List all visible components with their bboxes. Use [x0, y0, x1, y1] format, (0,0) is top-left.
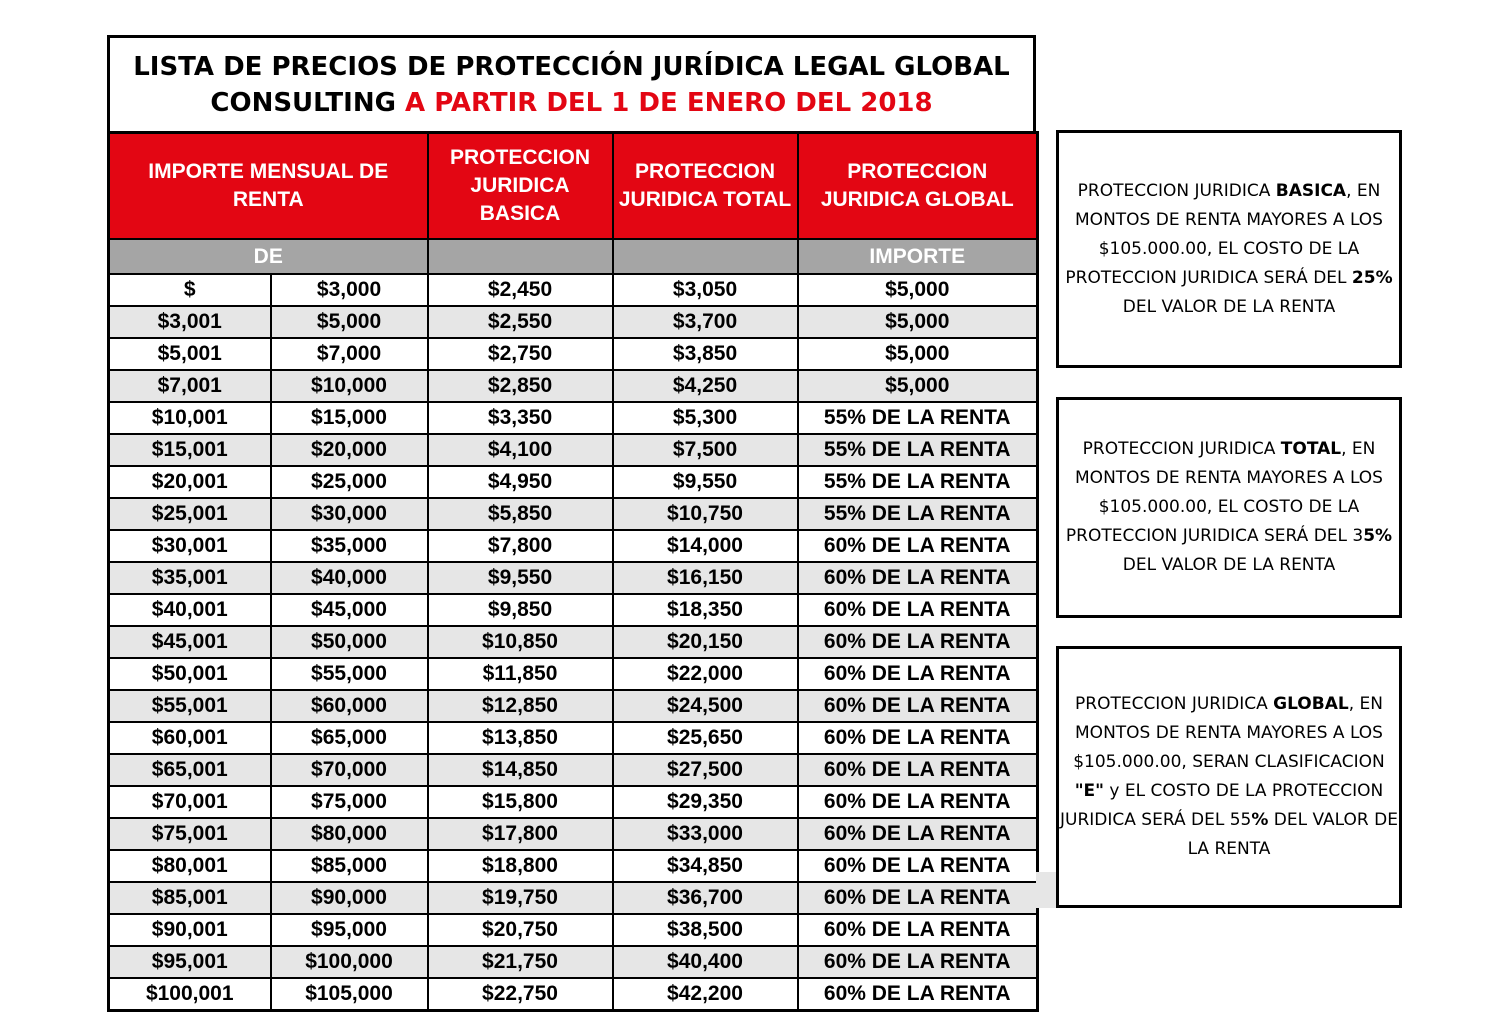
cell-total: $36,700 — [613, 882, 798, 914]
title-line-2-black: CONSULTING — [210, 87, 396, 118]
note-global-pre: PROTECCION JURIDICA — [1075, 694, 1274, 714]
table-row — [109, 978, 1038, 1011]
cell-from: $90,001 — [109, 914, 271, 946]
subheader-blank-total — [613, 239, 798, 274]
header-basica: PROTECCION JURIDICA BASICA — [428, 133, 613, 240]
cell-total: $34,850 — [613, 850, 798, 882]
cell-global: 60% DE LA RENTA — [798, 754, 1038, 786]
subheader-de: DE — [109, 239, 428, 274]
cell-total: $33,000 — [613, 818, 798, 850]
cell-global: 55% DE LA RENTA — [798, 402, 1038, 434]
cell-from: $40,001 — [109, 594, 271, 626]
cell-from: $3,001 — [109, 306, 271, 338]
table-row — [109, 434, 1038, 466]
cell-basica: $15,800 — [428, 786, 613, 818]
table-row — [109, 754, 1038, 786]
cell-basica: $18,800 — [428, 850, 613, 882]
cell-from: $20,001 — [109, 466, 271, 498]
title-line-1: LISTA DE PRECIOS DE PROTECCIÓN JURÍDICA LEGAL GLOBAL — [133, 51, 1010, 82]
table-row — [109, 850, 1038, 882]
cell-total: $42,200 — [613, 978, 798, 1011]
cell-total: $3,050 — [613, 274, 798, 306]
cell-to: $70,000 — [271, 754, 428, 786]
note-total-post: DEL VALOR DE LA RENTA — [1122, 555, 1336, 575]
cell-to: $85,000 — [271, 850, 428, 882]
cell-to: $30,000 — [271, 498, 428, 530]
cell-total: $5,300 — [613, 402, 798, 434]
cell-global: $5,000 — [798, 338, 1038, 370]
table-row — [109, 722, 1038, 754]
table-row — [109, 274, 1038, 306]
cell-total: $4,250 — [613, 370, 798, 402]
cell-from: $55,001 — [109, 690, 271, 722]
cell-to: $40,000 — [271, 562, 428, 594]
cell-basica: $22,750 — [428, 978, 613, 1011]
cell-total: $9,550 — [613, 466, 798, 498]
note-basica — [1056, 130, 1402, 368]
cell-from: $80,001 — [109, 850, 271, 882]
cell-global: 60% DE LA RENTA — [798, 978, 1038, 1011]
cell-basica: $2,750 — [428, 338, 613, 370]
cell-global: 55% DE LA RENTA — [798, 434, 1038, 466]
table-row — [109, 690, 1038, 722]
cell-to: $95,000 — [271, 914, 428, 946]
cell-global: 60% DE LA RENTA — [798, 818, 1038, 850]
cell-from: $70,001 — [109, 786, 271, 818]
note-basica-text — [1059, 177, 1399, 322]
cell-from: $60,001 — [109, 722, 271, 754]
note-global-text — [1059, 690, 1399, 864]
cell-global: $5,000 — [798, 306, 1038, 338]
cell-from: $65,001 — [109, 754, 271, 786]
cell-total: $40,400 — [613, 946, 798, 978]
table-row — [109, 338, 1038, 370]
note-basica-mid: , EN MONTOS DE RENTA MAYORES A LOS $105.000.00, EL COSTO DE LA PROTECCION JURIDICA SERÁ DEL — [1065, 180, 1383, 288]
cell-shade-fragment — [1036, 872, 1056, 908]
cell-from: $5,001 — [109, 338, 271, 370]
cell-basica: $11,850 — [428, 658, 613, 690]
header-global: PROTECCION JURIDICA GLOBAL — [798, 133, 1038, 240]
cell-to: $20,000 — [271, 434, 428, 466]
cell-to: $75,000 — [271, 786, 428, 818]
cell-basica: $17,800 — [428, 818, 613, 850]
table-row — [109, 946, 1038, 978]
cell-from: $95,001 — [109, 946, 271, 978]
cell-basica: $2,850 — [428, 370, 613, 402]
cell-total: $16,150 — [613, 562, 798, 594]
cell-to: $45,000 — [271, 594, 428, 626]
cell-global: 60% DE LA RENTA — [798, 530, 1038, 562]
cell-basica: $19,750 — [428, 882, 613, 914]
cell-global: 60% DE LA RENTA — [798, 786, 1038, 818]
cell-to: $100,000 — [271, 946, 428, 978]
cell-basica: $9,550 — [428, 562, 613, 594]
cell-total: $20,150 — [613, 626, 798, 658]
cell-to: $50,000 — [271, 626, 428, 658]
cell-from: $ — [109, 274, 271, 306]
cell-to: $10,000 — [271, 370, 428, 402]
cell-basica: $2,550 — [428, 306, 613, 338]
title-line-2 — [210, 85, 932, 121]
table-row — [109, 562, 1038, 594]
table-row — [109, 658, 1038, 690]
cell-basica: $4,100 — [428, 434, 613, 466]
cell-to: $55,000 — [271, 658, 428, 690]
cell-basica: $2,450 — [428, 274, 613, 306]
note-total — [1056, 397, 1402, 618]
cell-to: $65,000 — [271, 722, 428, 754]
note-global-e: "E" — [1074, 781, 1105, 801]
cell-basica: $13,850 — [428, 722, 613, 754]
cell-global: 55% DE LA RENTA — [798, 498, 1038, 530]
table-row — [109, 626, 1038, 658]
cell-from: $45,001 — [109, 626, 271, 658]
cell-from: $30,001 — [109, 530, 271, 562]
cell-total: $7,500 — [613, 434, 798, 466]
table-row — [109, 498, 1038, 530]
note-global — [1056, 646, 1402, 908]
note-global-bold: GLOBAL — [1273, 694, 1349, 714]
header-importe-mensual: IMPORTE MENSUAL DE RENTA — [109, 133, 428, 240]
cell-basica: $5,850 — [428, 498, 613, 530]
header-total: PROTECCION JURIDICA TOTAL — [613, 133, 798, 240]
cell-basica: $7,800 — [428, 530, 613, 562]
cell-from: $100,001 — [109, 978, 271, 1011]
note-basica-bold: BASICA — [1275, 180, 1347, 201]
cell-global: 60% DE LA RENTA — [798, 722, 1038, 754]
cell-to: $7,000 — [271, 338, 428, 370]
cell-from: $25,001 — [109, 498, 271, 530]
cell-to: $3,000 — [271, 274, 428, 306]
note-total-pre: PROTECCION JURIDICA — [1082, 439, 1281, 459]
cell-global: 60% DE LA RENTA — [798, 626, 1038, 658]
cell-from: $15,001 — [109, 434, 271, 466]
cell-total: $27,500 — [613, 754, 798, 786]
cell-to: $105,000 — [271, 978, 428, 1011]
table-row — [109, 882, 1038, 914]
cell-from: $75,001 — [109, 818, 271, 850]
subheader-importe: IMPORTE — [798, 239, 1038, 274]
cell-from: $50,001 — [109, 658, 271, 690]
cell-global: 60% DE LA RENTA — [798, 594, 1038, 626]
note-basica-pct: 25% — [1351, 267, 1393, 288]
note-total-text — [1059, 435, 1399, 580]
note-basica-post: DEL VALOR DE LA RENTA — [1122, 296, 1336, 317]
cell-total: $3,850 — [613, 338, 798, 370]
cell-total: $22,000 — [613, 658, 798, 690]
cell-basica: $12,850 — [428, 690, 613, 722]
note-global-mid: , EN MONTOS DE RENTA MAYORES A LOS $105.000.00, SERAN CLASIFICACION — [1073, 694, 1385, 772]
cell-to: $35,000 — [271, 530, 428, 562]
cell-to: $60,000 — [271, 690, 428, 722]
table-subheader-row — [109, 239, 1038, 274]
cell-global: 55% DE LA RENTA — [798, 466, 1038, 498]
page-title — [107, 35, 1036, 131]
cell-to: $5,000 — [271, 306, 428, 338]
table-row — [109, 402, 1038, 434]
table-row — [109, 914, 1038, 946]
cell-global: 60% DE LA RENTA — [798, 690, 1038, 722]
cell-total: $3,700 — [613, 306, 798, 338]
cell-global: 60% DE LA RENTA — [798, 914, 1038, 946]
cell-basica: $10,850 — [428, 626, 613, 658]
cell-basica: $9,850 — [428, 594, 613, 626]
table-row — [109, 594, 1038, 626]
cell-total: $14,000 — [613, 530, 798, 562]
table-header-row — [109, 133, 1038, 240]
cell-global: 60% DE LA RENTA — [798, 882, 1038, 914]
cell-global: 60% DE LA RENTA — [798, 562, 1038, 594]
cell-to: $80,000 — [271, 818, 428, 850]
cell-total: $10,750 — [613, 498, 798, 530]
subheader-blank-basica — [428, 239, 613, 274]
cell-global: $5,000 — [798, 370, 1038, 402]
cell-basica: $14,850 — [428, 754, 613, 786]
cell-from: $7,001 — [109, 370, 271, 402]
table-row — [109, 370, 1038, 402]
cell-basica: $3,350 — [428, 402, 613, 434]
cell-total: $25,650 — [613, 722, 798, 754]
cell-from: $85,001 — [109, 882, 271, 914]
cell-from: $10,001 — [109, 402, 271, 434]
table-row — [109, 306, 1038, 338]
cell-total: $29,350 — [613, 786, 798, 818]
table-body — [109, 274, 1038, 1011]
cell-global: 60% DE LA RENTA — [798, 658, 1038, 690]
cell-from: $35,001 — [109, 562, 271, 594]
cell-total: $38,500 — [613, 914, 798, 946]
note-total-mid: , EN MONTOS DE RENTA MAYORES A LOS $105.000.00, EL COSTO DE LA PROTECCION JURIDICA SERÁ DEL 3 — [1065, 439, 1383, 546]
cell-global: $5,000 — [798, 274, 1038, 306]
cell-to: $15,000 — [271, 402, 428, 434]
cell-total: $24,500 — [613, 690, 798, 722]
price-table — [107, 131, 1039, 1012]
title-line-2-red: A PARTIR DEL 1 DE ENERO DEL 2018 — [405, 87, 933, 118]
cell-basica: $21,750 — [428, 946, 613, 978]
note-global-post: DEL VALOR DE LA RENTA — [1187, 810, 1398, 859]
cell-total: $18,350 — [613, 594, 798, 626]
cell-basica: $4,950 — [428, 466, 613, 498]
cell-global: 60% DE LA RENTA — [798, 850, 1038, 882]
cell-to: $25,000 — [271, 466, 428, 498]
note-basica-pre: PROTECCION JURIDICA — [1077, 180, 1276, 201]
table-row — [109, 818, 1038, 850]
table-row — [109, 786, 1038, 818]
note-total-pct: 5% — [1363, 526, 1393, 546]
table-row — [109, 530, 1038, 562]
note-global-mid2: y EL COSTO DE LA PROTECCION JURIDICA SERÁ DEL 55 — [1060, 781, 1384, 830]
note-total-bold: TOTAL — [1280, 439, 1342, 459]
note-global-pct: % — [1251, 810, 1269, 830]
cell-to: $90,000 — [271, 882, 428, 914]
cell-global: 60% DE LA RENTA — [798, 946, 1038, 978]
table-row — [109, 466, 1038, 498]
cell-basica: $20,750 — [428, 914, 613, 946]
